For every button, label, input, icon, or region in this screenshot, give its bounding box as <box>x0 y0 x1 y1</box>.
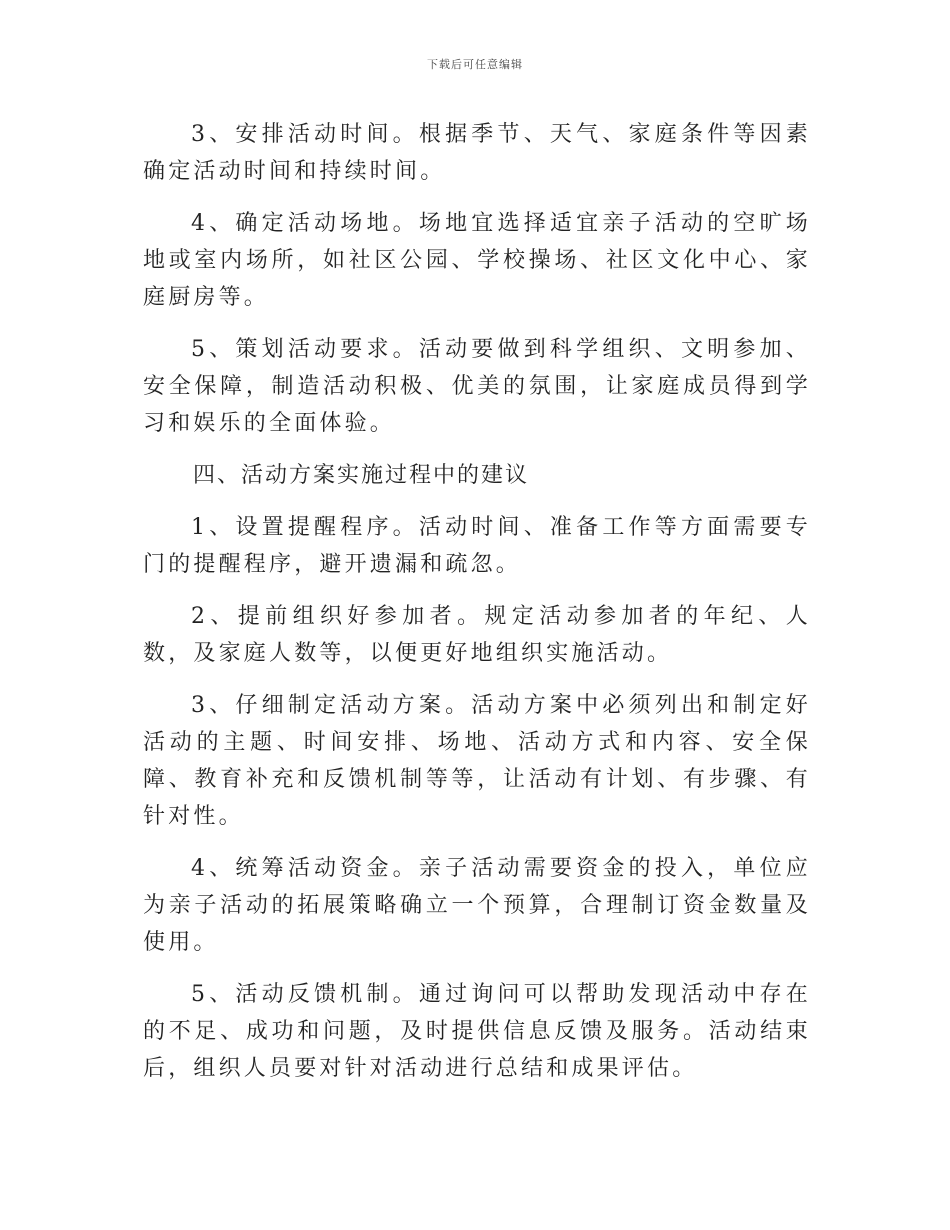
paragraph-funding: 4、统筹活动资金。亲子活动需要资金的投入，单位应为亲子活动的拓展策略确立一个预算，合理制订资金数量及使用。 <box>143 856 811 955</box>
page-header: 下载后可任意编辑 <box>427 58 523 71</box>
paragraph-requirements: 5、策划活动要求。活动要做到科学组织、文明参加、安全保障，制造活动积极、优美的氛围，让家庭成员得到学习和娱乐的全面体验。 <box>143 337 811 436</box>
section-heading-suggestions: 四、活动方案实施过程中的建议 <box>193 463 530 488</box>
paragraph-plan: 3、仔细制定活动方案。活动方案中必须列出和制定好活动的主题、时间安排、场地、活动方式和内容、安全保障、教育补充和反馈机制等等，让活动有计划、有步骤、有针对性。 <box>143 693 811 829</box>
paragraph-feedback: 5、活动反馈机制。通过询问可以帮助发现活动中存在的不足、成功和问题，及时提供信息反馈及服务。活动结束后，组织人员要对针对活动进行总结和成果评估。 <box>143 982 811 1081</box>
paragraph-arrange-time: 3、安排活动时间。根据季节、天气、家庭条件等因素确定活动时间和持续时间。 <box>143 122 811 184</box>
paragraph-reminder: 1、设置提醒程序。活动时间、准备工作等方面需要专门的提醒程序，避开遗漏和疏忽。 <box>143 515 811 577</box>
paragraph-participants: 2、提前组织好参加者。规定活动参加者的年纪、人数，及家庭人数等，以便更好地组织实施活动。 <box>143 604 811 666</box>
paragraph-venue: 4、确定活动场地。场地宜选择适宜亲子活动的空旷场地或室内场所，如社区公园、学校操场、社区文化中心、家庭厨房等。 <box>143 211 811 310</box>
document-body <box>143 116 811 1102</box>
